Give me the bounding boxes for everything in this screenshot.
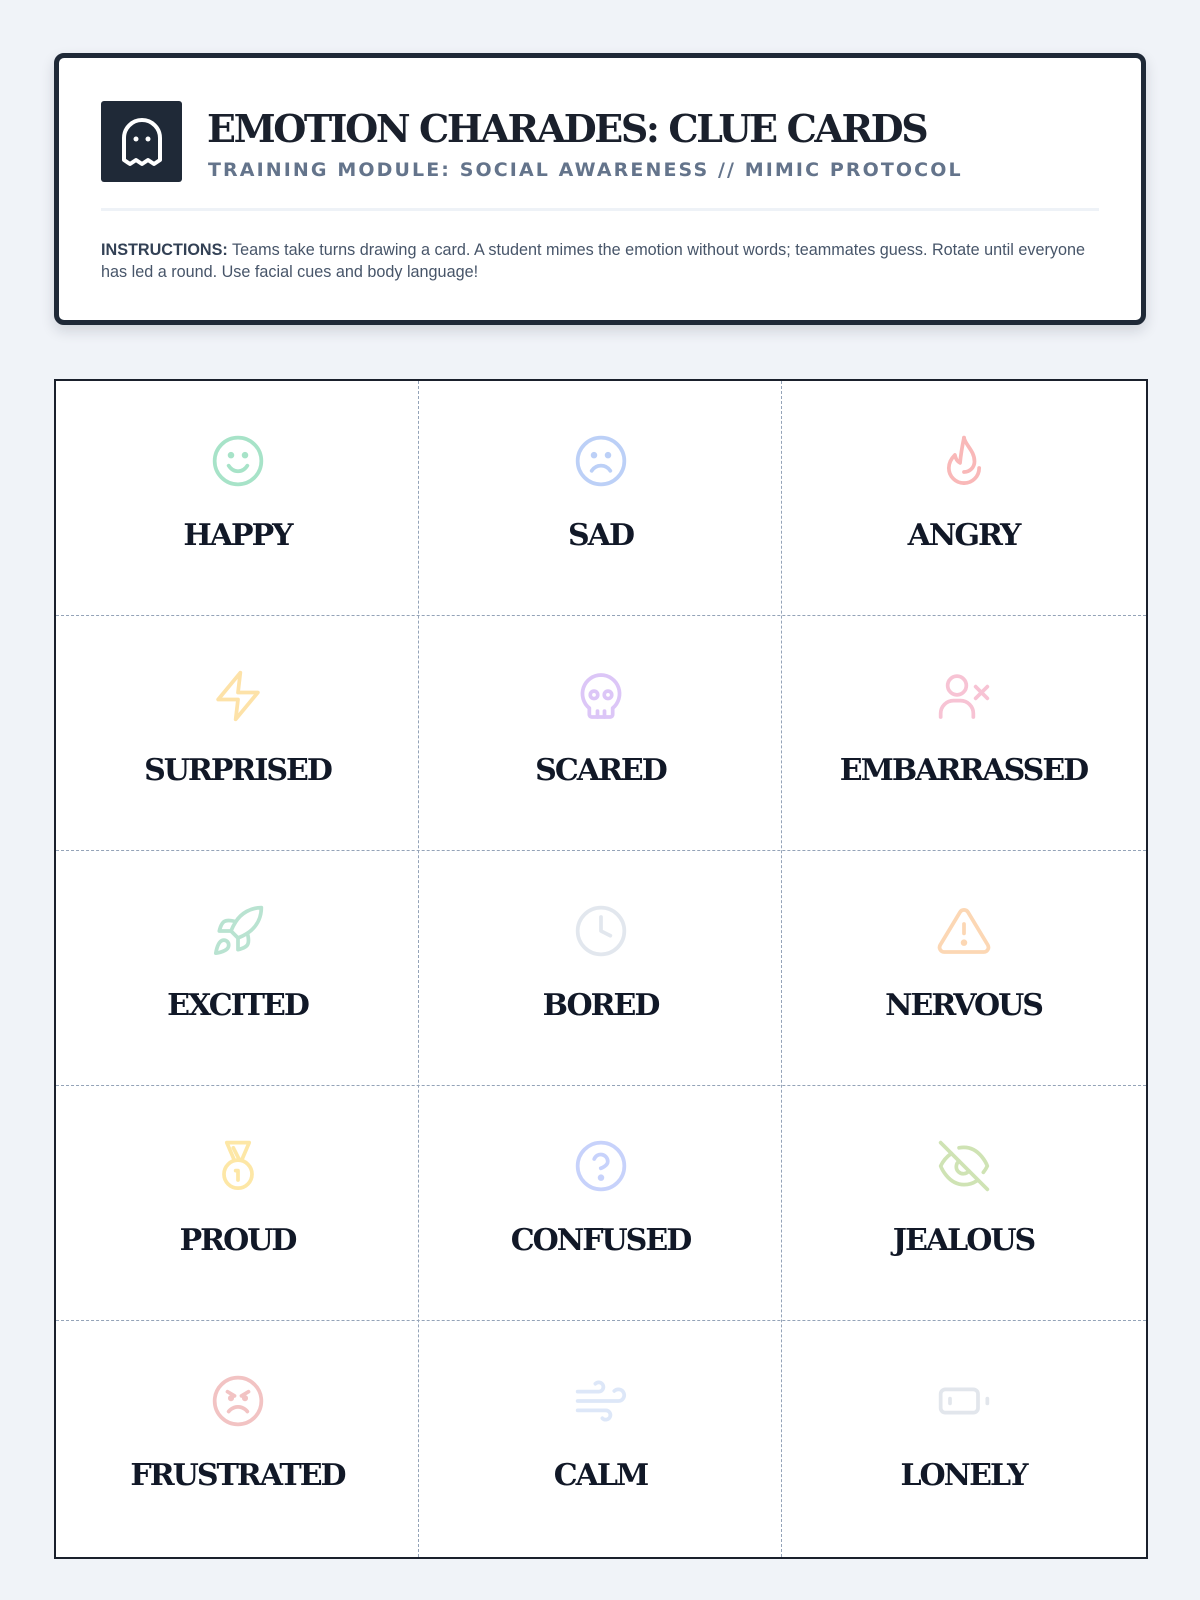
- clue-card-label: CALM: [553, 1458, 648, 1493]
- instructions-text: Teams take turns drawing a card. A student mimes the emotion without words; teammates guess. Rotate until everyone has led a round. Use facial cues and body language!: [101, 241, 1085, 281]
- medal-icon: [210, 1138, 266, 1194]
- clue-card-label: BORED: [542, 988, 659, 1023]
- clue-card-lonely: [782, 1321, 1145, 1556]
- clue-card-label: SAD: [568, 518, 633, 553]
- clue-card-icon: [573, 433, 629, 489]
- user-x-icon: [936, 668, 992, 724]
- clue-card-icon: [210, 668, 266, 724]
- clue-card-scared: [419, 616, 782, 851]
- logo-badge: [101, 101, 182, 182]
- battery-low-icon: [936, 1373, 992, 1429]
- clue-card-excited: [56, 851, 419, 1086]
- cut-line-horizontal: [56, 850, 1146, 851]
- clue-card-surprised: [56, 616, 419, 851]
- clue-card-icon: [210, 903, 266, 959]
- clue-card-label: SCARED: [535, 753, 666, 788]
- angry-face-icon: [210, 1373, 266, 1429]
- clue-card-icon: [936, 668, 992, 724]
- header-card: [54, 53, 1146, 325]
- clue-card-confused: [419, 1086, 782, 1321]
- warning-icon: [936, 903, 992, 959]
- clue-card-icon: [210, 1373, 266, 1429]
- clock-icon: [573, 903, 629, 959]
- cut-line-vertical: [418, 381, 419, 1557]
- clue-card-icon: [573, 668, 629, 724]
- eye-off-icon: [936, 1138, 992, 1194]
- clue-card-label: PROUD: [179, 1223, 296, 1258]
- clue-card-calm: [419, 1321, 782, 1556]
- clue-card-embarrassed: [782, 616, 1145, 851]
- clue-card-label: ANGRY: [907, 518, 1020, 553]
- clue-card-label: SURPRISED: [144, 753, 331, 788]
- clue-card-label: EXCITED: [167, 988, 308, 1023]
- flame-icon: [936, 433, 992, 489]
- clue-card-label: JEALOUS: [892, 1223, 1035, 1258]
- frown-icon: [573, 433, 629, 489]
- clue-card-grid: [54, 379, 1148, 1559]
- lightning-icon: [210, 668, 266, 724]
- clue-card-icon: [936, 1373, 992, 1429]
- clue-card-icon: [936, 1138, 992, 1194]
- cut-line-horizontal: [56, 615, 1146, 616]
- clue-card-angry: [782, 381, 1145, 616]
- clue-card-nervous: [782, 851, 1145, 1086]
- clue-card-label: FRUSTRATED: [130, 1458, 345, 1493]
- instructions-label: INSTRUCTIONS:: [101, 241, 228, 259]
- clue-card-happy: [56, 381, 419, 616]
- clue-card-proud: [56, 1086, 419, 1321]
- page-subtitle: TRAINING MODULE: SOCIAL AWARENESS // MIMIC PROTOCOL: [208, 159, 963, 181]
- question-icon: [573, 1138, 629, 1194]
- clue-card-label: LONELY: [900, 1458, 1027, 1493]
- cut-line-vertical: [781, 381, 782, 1557]
- clue-card-frustrated: [56, 1321, 419, 1556]
- clue-card-label: HAPPY: [183, 518, 292, 553]
- page-title: EMOTION CHARADES: CLUE CARDS: [207, 106, 927, 151]
- clue-card-jealous: [782, 1086, 1145, 1321]
- clue-card-icon: [573, 1373, 629, 1429]
- instructions: [101, 239, 1103, 283]
- clue-card-label: EMBARRASSED: [839, 753, 1088, 788]
- clue-card-icon: [573, 1138, 629, 1194]
- cut-line-horizontal: [56, 1085, 1146, 1086]
- smile-icon: [210, 433, 266, 489]
- rocket-icon: [210, 903, 266, 959]
- clue-card-label: NERVOUS: [885, 988, 1042, 1023]
- ghost-icon: [118, 116, 166, 168]
- clue-card-sad: [419, 381, 782, 616]
- clue-card-bored: [419, 851, 782, 1086]
- skull-icon: [573, 668, 629, 724]
- clue-card-label: CONFUSED: [510, 1223, 691, 1258]
- header-divider: [101, 208, 1099, 211]
- clue-card-icon: [936, 903, 992, 959]
- clue-card-icon: [210, 1138, 266, 1194]
- clue-card-icon: [573, 903, 629, 959]
- cut-line-horizontal: [56, 1320, 1146, 1321]
- clue-card-icon: [936, 433, 992, 489]
- wind-icon: [573, 1373, 629, 1429]
- clue-card-icon: [210, 433, 266, 489]
